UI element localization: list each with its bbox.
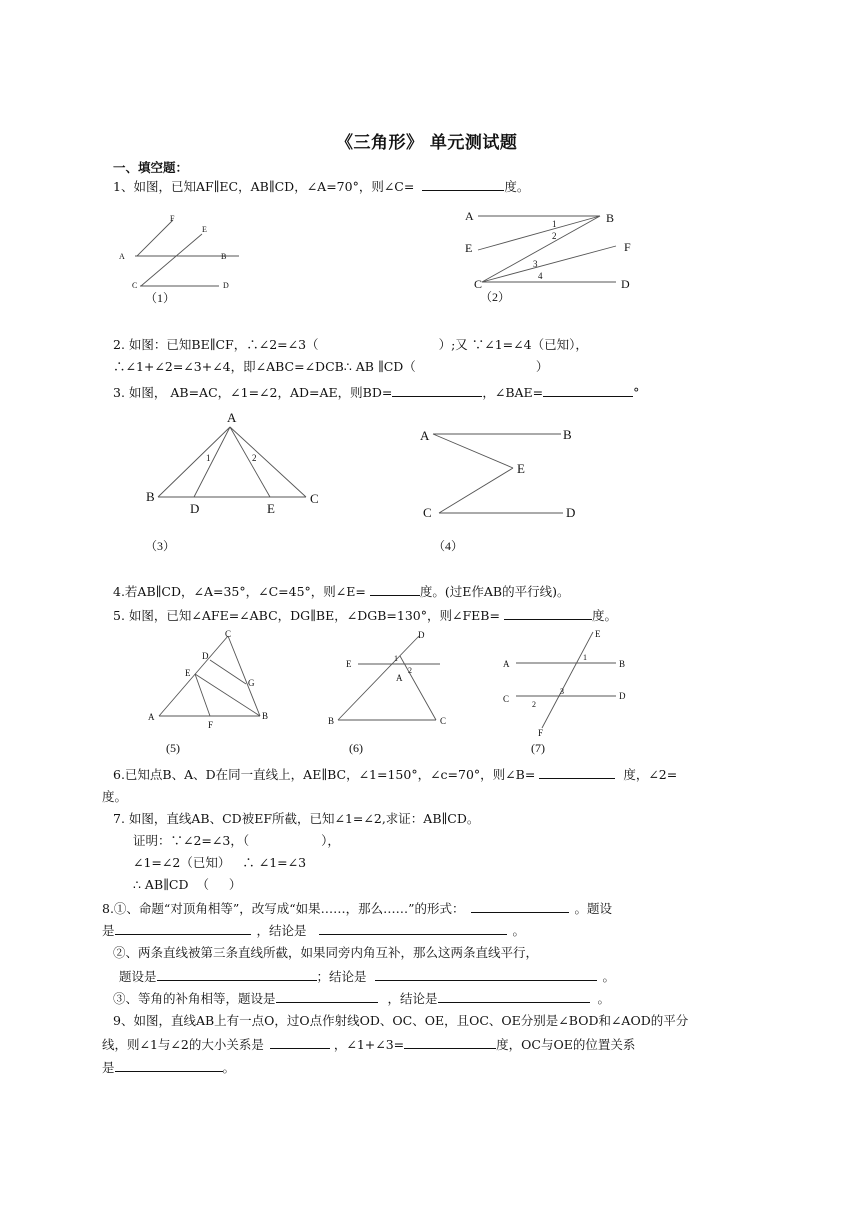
page-title: 《三角形》 单元测试题	[336, 133, 518, 153]
q8-l4c: 。	[602, 969, 616, 984]
q3-a: 3. 如图， AB=AC，∠1=∠2，AD=AE，则BD=	[113, 385, 393, 400]
q9-l2c: 度，OC与OE的位置关系	[496, 1037, 636, 1052]
answer-blank[interactable]	[270, 1036, 330, 1049]
fig3-label-D: D	[190, 501, 200, 516]
q2-l2a: ∴∠1+∠2=∠3+∠4，即∠ABC=∠DCB∴ AB ∥CD（	[113, 359, 416, 374]
q7-l1: 7. 如图，直线AB、CD被EF所截，已知∠1=∠2,求证：AB∥CD。	[113, 811, 480, 826]
fig1-label-E: E	[202, 225, 207, 234]
figure-2	[460, 206, 650, 306]
fig1-label-F: F	[170, 214, 175, 223]
answer-blank[interactable]	[392, 384, 482, 397]
question-2-line-1	[113, 337, 588, 353]
fig1-caption: （1）	[145, 291, 176, 305]
q8-l4b: ；结论是	[316, 969, 367, 984]
question-9-line-3	[102, 1059, 235, 1076]
answer-blank[interactable]	[504, 607, 592, 620]
fig5-label-C: C	[225, 629, 232, 639]
q8-l5c: 。	[597, 991, 611, 1006]
fig7-label-C: C	[503, 694, 510, 704]
q9-l2b: ，∠1+∠3=	[333, 1037, 405, 1052]
fig3-angle-1: 1	[206, 453, 211, 463]
q9-l3b: 。	[222, 1060, 236, 1075]
q7-l4: ∴ AB∥CD （ ）	[133, 877, 242, 892]
question-8-line-5	[113, 990, 610, 1007]
question-6-line-2	[102, 789, 127, 805]
fig4-label-B: B	[563, 427, 572, 442]
q2-l1a: 2. 如图：已知BE∥CF，∴∠2=∠3（	[113, 337, 319, 352]
question-4	[113, 583, 569, 600]
question-2-line-2	[113, 359, 548, 375]
q4-a: 4.若AB∥CD，∠A=35°，∠C=45°，则∠E=	[113, 584, 366, 599]
fig6-label-C: C	[440, 716, 447, 726]
answer-blank[interactable]	[370, 583, 420, 596]
fig1-label-D: D	[223, 281, 229, 290]
q8-l5b: ，结论是	[387, 991, 438, 1006]
fig7-caption: (7)	[531, 741, 545, 755]
question-7-line-3	[133, 855, 306, 871]
q3-b: ，∠BAE=	[482, 385, 544, 400]
answer-blank[interactable]	[543, 384, 633, 397]
fig2-angle-2: 2	[552, 231, 557, 241]
q8-l4a: 题设是	[119, 969, 157, 984]
fig2-label-C: C	[474, 277, 483, 291]
q7-l3: ∠1=∠2（已知） ∴ ∠1=∠3	[133, 855, 307, 870]
q6-a: 6.已知点B、A、D在同一直线上，AE∥BC，∠1=150°，∠c=70°，则∠B=	[113, 767, 536, 782]
q6-c: 度。	[102, 789, 128, 804]
fig7-label-A: A	[503, 659, 510, 669]
q7-l2b: ），	[321, 833, 340, 848]
answer-blank[interactable]	[539, 766, 615, 779]
fig6-label-E: E	[346, 659, 352, 669]
q9-l3a: 是	[102, 1060, 115, 1075]
q8-l2c: 。	[512, 923, 526, 938]
fig6-angle-1: 1	[394, 654, 398, 663]
answer-blank[interactable]	[276, 990, 378, 1003]
answer-blank[interactable]	[471, 900, 569, 913]
answer-blank[interactable]	[319, 922, 507, 935]
question-9-line-2	[102, 1036, 635, 1053]
question-7-line-4	[133, 877, 241, 893]
fig7-label-F: F	[538, 728, 544, 738]
q8-l1b: 。题设	[574, 901, 613, 916]
fig6-angle-2: 2	[408, 666, 412, 675]
answer-blank[interactable]	[115, 1059, 223, 1072]
q2-l2b: ）	[535, 359, 549, 374]
fig7-angle-2: 2	[532, 700, 536, 709]
answer-blank[interactable]	[115, 922, 251, 935]
answer-blank[interactable]	[404, 1036, 496, 1049]
fig6-label-B: B	[328, 716, 335, 726]
q5-a: 5. 如图，已知∠AFE=∠ABC，DG∥BE，∠DGB=130°，则∠FEB=	[113, 608, 500, 623]
fig4-label-D: D	[566, 505, 576, 520]
fig2-label-F: F	[624, 240, 631, 254]
figure-4	[415, 422, 605, 557]
fig2-angle-3: 3	[533, 259, 538, 269]
fig3-label-B: B	[146, 489, 155, 504]
question-8-line-1	[102, 900, 612, 917]
answer-blank[interactable]	[438, 990, 590, 1003]
fig2-label-B: B	[606, 211, 615, 225]
fig3-label-E: E	[267, 501, 275, 516]
question-3	[113, 384, 639, 401]
fig3-label-A: A	[227, 410, 237, 425]
fig1-label-B: B	[221, 252, 227, 261]
fig7-angle-3: 3	[560, 687, 564, 696]
q6-b: 度，∠2=	[623, 767, 678, 782]
q8-l5a: ③、等角的补角相等，题设是	[113, 991, 276, 1006]
fig7-label-B: B	[619, 659, 626, 669]
question-8-line-2	[102, 922, 525, 939]
fig5-label-D: D	[202, 651, 209, 661]
fig5-label-B: B	[262, 711, 269, 721]
fig3-caption: （3）	[145, 539, 176, 553]
q3-c: °	[633, 385, 640, 400]
fig4-label-C: C	[423, 505, 432, 520]
q5-b: 度。	[591, 608, 617, 623]
fig7-label-E: E	[595, 629, 601, 639]
figure-3	[140, 405, 340, 560]
question-8-line-4	[119, 968, 615, 985]
fig4-label-E: E	[517, 461, 525, 476]
q2-l1b: ）;又 ∵∠1=∠4（已知），	[438, 337, 588, 352]
q9-l1: 9、如图，直线AB上有一点O，过O点作射线OD、OC、OE，且OC、OE分别是∠BOD和∠AOD的平分	[113, 1013, 689, 1028]
fig1-label-A: A	[119, 252, 125, 261]
question-8-line-3	[113, 945, 538, 961]
fig5-label-A: A	[148, 712, 155, 722]
fig6-label-D: D	[418, 630, 425, 640]
fig2-angle-1: 1	[552, 219, 557, 229]
q8-l1a: 8.①、命题“对顶角相等”，改写成“如果……，那么……”的形式：	[102, 901, 465, 916]
fig4-caption: （4）	[433, 539, 464, 553]
figure-1	[115, 210, 245, 305]
question-9-line-1	[113, 1013, 688, 1029]
fig2-label-D: D	[621, 277, 630, 291]
figure-6	[322, 628, 462, 758]
fig2-label-A: A	[465, 209, 474, 223]
fig5-label-G: G	[248, 678, 255, 688]
fig4-label-A: A	[420, 428, 430, 443]
fig5-label-E: E	[185, 668, 191, 678]
fig6-caption: (6)	[349, 741, 363, 755]
answer-blank[interactable]	[422, 178, 504, 191]
figure-5	[142, 628, 282, 758]
q1-suffix: 度。	[504, 179, 530, 194]
q8-l2a: 是	[102, 923, 115, 938]
fig2-label-E: E	[465, 241, 473, 255]
fig7-label-D: D	[619, 691, 626, 701]
question-6-line-1	[113, 766, 677, 783]
q4-b: 度。(过E作AB的平行线)。	[419, 584, 570, 599]
fig6-label-A: A	[396, 673, 403, 683]
fig3-angle-2: 2	[252, 453, 257, 463]
fig7-angle-1: 1	[583, 653, 587, 662]
fig3-label-C: C	[310, 491, 319, 506]
answer-blank[interactable]	[375, 968, 597, 981]
question-1	[113, 178, 529, 195]
section-heading: 一、填空题：	[113, 160, 189, 175]
question-7-line-2	[133, 833, 340, 849]
fig1-label-C: C	[132, 281, 138, 290]
fig2-angle-4: 4	[538, 271, 543, 281]
q9-l2a: 线，则∠1与∠2的大小关系是	[102, 1037, 264, 1052]
figure-7	[498, 626, 648, 758]
question-7-line-1	[113, 811, 479, 827]
q8-l2b: ，结论是	[256, 923, 307, 938]
question-5	[113, 607, 617, 624]
q7-l2a: 证明：∵∠2=∠3，（	[133, 833, 250, 848]
fig5-label-F: F	[208, 720, 214, 730]
fig2-caption: （2）	[480, 290, 511, 304]
answer-blank[interactable]	[157, 968, 317, 981]
q1-text: 1、如图，已知AF∥EC，AB∥CD，∠A=70°，则∠C=	[113, 179, 415, 194]
q8-l3: ②、两条直线被第三条直线所截，如果同旁内角互补，那么这两条直线平行，	[113, 945, 539, 960]
fig5-caption: (5)	[166, 741, 180, 755]
